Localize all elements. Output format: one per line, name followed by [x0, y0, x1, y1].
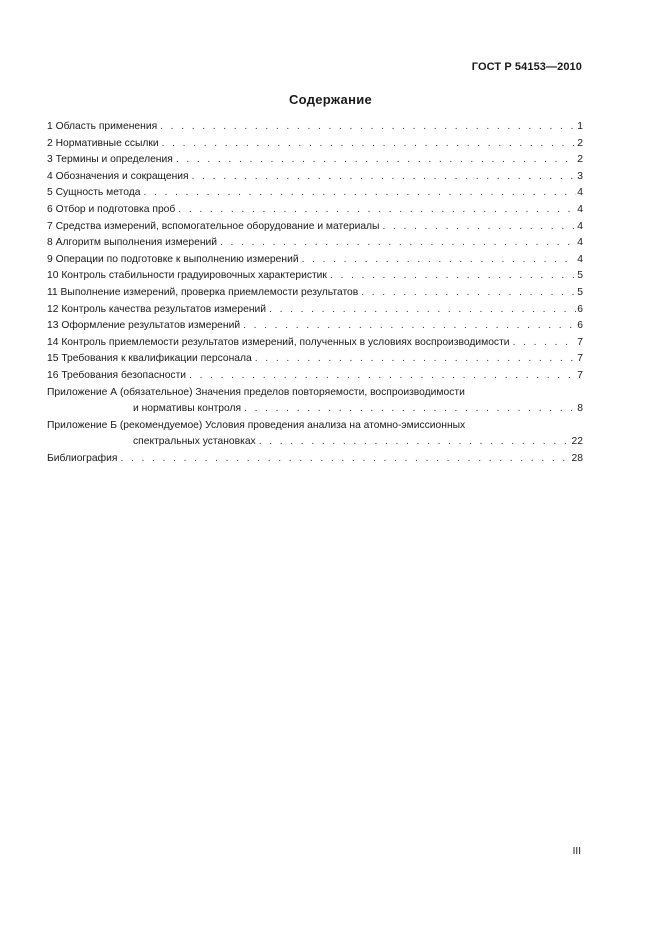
- dot-leader: [176, 152, 576, 169]
- toc-entry-1[interactable]: [47, 119, 583, 136]
- toc-entry-label: 15 Требования к квалификации персонала: [47, 353, 252, 365]
- toc-entry-label: 3 Термины и определения: [47, 154, 173, 166]
- toc-entry-10[interactable]: [47, 268, 583, 285]
- toc-entry-page: 4: [577, 187, 583, 199]
- toc-entry-page: 7: [577, 369, 583, 381]
- toc-appendix-a[interactable]: [47, 385, 583, 418]
- toc-entry-label: 11 Выполнение измерений, проверка приемлемости результатов: [47, 286, 359, 298]
- dot-leader: [160, 119, 576, 136]
- toc-entry-label: 4 Обозначения и сокращения: [47, 170, 189, 182]
- dot-leader: [243, 318, 576, 335]
- toc-entry-label: 12 Контроль качества результатов измерений: [47, 303, 267, 315]
- toc-entry-bibliography[interactable]: [47, 451, 583, 468]
- toc-entry-page: 4: [577, 220, 583, 232]
- toc-entry-page: 5: [577, 270, 583, 282]
- toc-entry-6[interactable]: [47, 202, 583, 219]
- toc-entry-page: 1: [577, 121, 583, 132]
- standard-id-header: ГОСТ Р 54153—2010: [471, 61, 582, 73]
- dot-leader: [189, 368, 576, 385]
- toc-entry-11[interactable]: [47, 285, 583, 302]
- page-number: III: [572, 846, 581, 857]
- toc-entry-label: Библиография: [47, 452, 118, 464]
- toc-entry-label: 13 Оформление результатов измерений: [47, 320, 241, 332]
- toc-entry-page: 8: [577, 403, 583, 415]
- toc-entry-page: 2: [577, 137, 583, 149]
- toc-entry-13[interactable]: [47, 318, 583, 335]
- toc-entry-16[interactable]: [47, 368, 583, 385]
- toc-entry-page: 5: [577, 286, 583, 298]
- toc-entry-label: 16 Требования безопасности: [47, 369, 187, 381]
- toc-entry-2[interactable]: [47, 136, 583, 153]
- toc-entry-5[interactable]: [47, 185, 583, 202]
- toc-entry-page: 3: [577, 170, 583, 182]
- toc-entry-label: 8 Алгоритм выполнения измерений: [47, 237, 218, 249]
- toc-entry-label: 7 Средства измерений, вспомогательное оборудование и материалы: [47, 220, 380, 232]
- toc-entry-page: 4: [577, 237, 583, 249]
- dot-leader: [302, 252, 577, 269]
- table-of-contents: [47, 119, 583, 467]
- toc-entry-15[interactable]: [47, 351, 583, 368]
- toc-entry-label: 14 Контроль приемлемости результатов измерений, полученных в условиях воспроизводимости: [47, 336, 510, 348]
- dot-leader: [244, 401, 576, 418]
- dot-leader: [361, 285, 576, 302]
- dot-leader: [178, 202, 576, 219]
- dot-leader: [220, 235, 576, 252]
- toc-entry-label: 9 Операции по подготовке к выполнению измерений: [47, 253, 299, 265]
- dot-leader: [269, 302, 576, 319]
- dot-leader: [255, 351, 576, 368]
- toc-entry-7[interactable]: [47, 219, 583, 236]
- toc-entry-label: 2 Нормативные ссылки: [47, 137, 159, 149]
- appendix-title-continuation: и нормативы контроля: [133, 403, 242, 415]
- toc-entry-page: 22: [571, 436, 583, 448]
- toc-entry-label: 5 Сущность метода: [47, 187, 141, 199]
- dot-leader: [259, 434, 571, 451]
- toc-appendix-b[interactable]: [47, 418, 583, 451]
- toc-entry-label: 10 Контроль стабильности градуировочных характеристик: [47, 270, 327, 282]
- toc-entry-8[interactable]: [47, 235, 583, 252]
- toc-entry-page: 2: [577, 154, 583, 166]
- dot-leader: [330, 268, 576, 285]
- toc-entry-9[interactable]: [47, 252, 583, 269]
- dot-leader: [143, 185, 576, 202]
- toc-entry-3[interactable]: [47, 152, 583, 169]
- toc-entry-12[interactable]: [47, 302, 583, 319]
- toc-entry-page: 7: [577, 353, 583, 365]
- toc-entry-label: 6 Отбор и подготовка проб: [47, 203, 176, 215]
- dot-leader: [120, 451, 570, 468]
- toc-entry-page: 4: [577, 203, 583, 215]
- toc-entry-page: 6: [577, 303, 583, 315]
- toc-entry-page: 28: [571, 452, 583, 464]
- appendix-title-line: Приложение А (обязательное) Значения пределов повторяемости, воспроизводимости: [47, 386, 465, 398]
- toc-entry-14[interactable]: [47, 335, 583, 352]
- dot-leader: [382, 219, 576, 236]
- toc-entry-4[interactable]: [47, 169, 583, 186]
- dot-leader: [513, 335, 577, 352]
- dot-leader: [192, 169, 577, 186]
- appendix-title-continuation: спектральных установках: [133, 436, 256, 448]
- dot-leader: [162, 136, 577, 153]
- toc-title: Содержание: [288, 92, 373, 107]
- toc-entry-page: 6: [577, 320, 583, 332]
- toc-entry-page: 4: [577, 253, 583, 265]
- appendix-title-line: Приложение Б (рекомендуемое) Условия проведения анализа на атомно-эмиссионных: [47, 419, 466, 431]
- toc-entry-page: 7: [577, 336, 583, 348]
- toc-entry-label: 1 Область применения: [47, 121, 158, 132]
